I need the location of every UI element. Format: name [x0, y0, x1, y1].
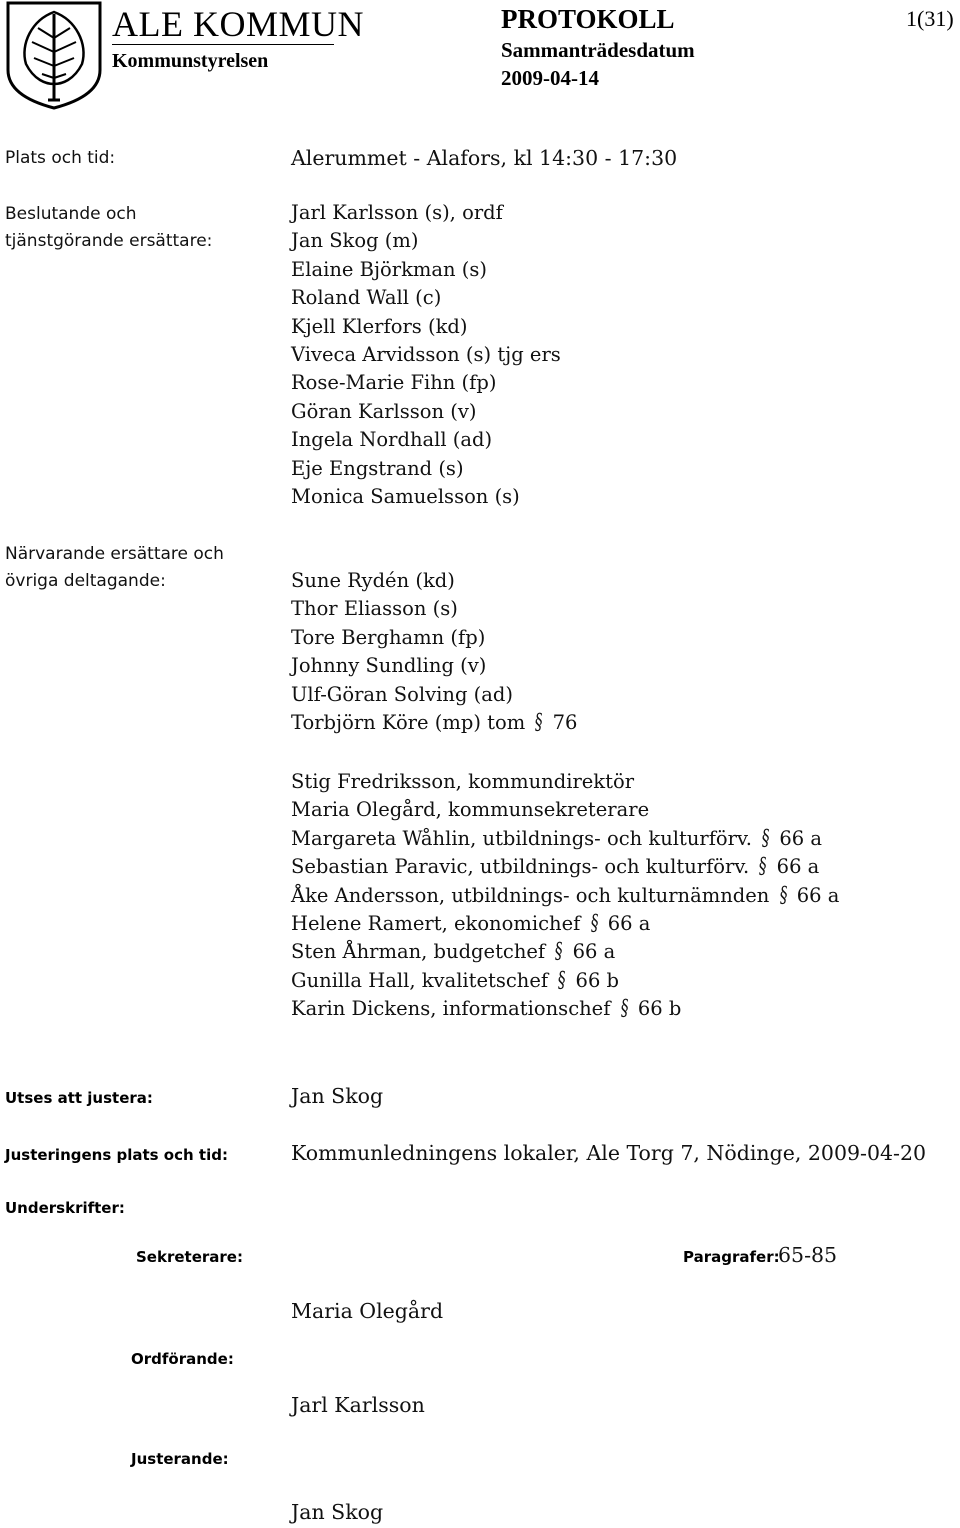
person-entry: Helene Ramert, ekonomichef [291, 911, 581, 935]
list-item: Göran Karlsson (v) [291, 399, 477, 423]
secretary-name: Maria Olegård [291, 1299, 444, 1323]
paragraphs-label: Paragrafer: [683, 1248, 780, 1266]
meeting-date-value: 2009-04-14 [501, 66, 599, 90]
section-sign-icon: § [760, 825, 771, 851]
substitutes-list [291, 567, 577, 737]
list-item [291, 995, 839, 1023]
person-entry: Maria Olegård, kommunsekreterare [291, 798, 650, 822]
person-entry: Margareta Wåhlin, utbildnings- och kulturförv. [291, 826, 752, 850]
deciding-label-line1: Beslutande och [5, 204, 137, 224]
document-title: PROTOKOLL [501, 4, 675, 34]
other-participants-list [291, 768, 839, 1024]
list-item [291, 853, 839, 881]
chair-label: Ordförande: [131, 1350, 234, 1368]
list-item [291, 967, 839, 995]
person-entry: Karin Dickens, informationschef [291, 997, 611, 1021]
section-sign-icon: § [589, 910, 600, 936]
person-entry: Ulf-Göran Solving (ad) [291, 682, 513, 706]
paragraph-ref: 66 a [779, 826, 822, 850]
list-item [291, 796, 839, 824]
adjuster-appointed-label: Utses att justera: [5, 1089, 153, 1107]
paragraph-ref: 66 b [575, 968, 620, 992]
list-item [291, 825, 839, 853]
section-sign-icon: § [619, 996, 630, 1022]
adjustment-place-value: Kommunledningens lokaler, Ale Torg 7, Nödinge, 2009-04-20 [291, 1141, 927, 1165]
place-value: Alerummet - Alafors, kl 14:30 - 17:30 [291, 146, 678, 170]
list-item [291, 681, 577, 709]
adjuster-name: Jan Skog [291, 1500, 384, 1524]
present-label-line1: Närvarande ersättare och [5, 544, 224, 564]
chair-name: Jarl Karlsson [291, 1393, 425, 1417]
paragraph-ref: 76 [552, 710, 578, 734]
person-entry: Torbjörn Köre (mp) tom [291, 710, 526, 734]
list-item [291, 652, 577, 680]
person-entry: Thor Eliasson (s) [291, 597, 458, 621]
list-item [291, 768, 839, 796]
list-item: Ingela Nordhall (ad) [291, 428, 493, 452]
signatures-label: Underskrifter: [5, 1199, 125, 1217]
section-sign-icon: § [757, 854, 769, 880]
list-item [291, 595, 577, 623]
person-entry: Sten Åhrman, budgetchef [291, 940, 546, 964]
list-item [291, 882, 839, 910]
paragraph-ref: 66 a [572, 940, 616, 964]
brand-divider [112, 44, 334, 45]
present-label-line2: övriga deltagande: [5, 571, 166, 591]
section-sign-icon: § [556, 967, 567, 993]
person-entry: Tore Berghamn (fp) [291, 625, 486, 649]
adjustment-place-label: Justeringens plats och tid: [5, 1146, 228, 1164]
deciding-members-list [291, 199, 561, 511]
list-item [291, 709, 577, 737]
list-item [291, 567, 577, 595]
person-entry: Johnny Sundling (v) [291, 654, 487, 678]
paragraph-ref: 66 a [796, 883, 840, 907]
paragraph-ref: 66 a [776, 855, 820, 879]
adjuster-label: Justerande: [131, 1450, 229, 1468]
section-sign-icon: § [553, 939, 565, 965]
list-item [291, 938, 839, 966]
paragraphs-value: 65-85 [778, 1243, 838, 1267]
person-entry: Stig Fredriksson, kommundirektör [291, 770, 635, 793]
section-sign-icon: § [533, 709, 545, 735]
list-item: Monica Samuelsson (s) [291, 484, 520, 508]
organization-name: ALE KOMMUN [112, 4, 364, 44]
section-sign-icon: § [778, 882, 789, 908]
person-entry: Gunilla Hall, kvalitetschef [291, 968, 549, 992]
person-entry: Sebastian Paravic, utbildnings- och kulturförv. [291, 855, 750, 879]
list-item: Elaine Björkman (s) [291, 257, 487, 281]
place-label: Plats och tid: [5, 148, 116, 168]
person-entry: Sune Rydén (kd) [291, 569, 455, 592]
list-item: Rose-Marie Fihn (fp) [291, 371, 497, 395]
person-entry: Åke Andersson, utbildnings- och kulturnämnden [291, 883, 770, 907]
list-item: Jan Skog (m) [291, 229, 419, 253]
paragraph-ref: 66 a [607, 911, 651, 935]
paragraph-ref: 66 b [637, 997, 682, 1021]
ale-kommun-logo [4, 0, 104, 110]
list-item: Jarl Karlsson (s), ordf [291, 201, 503, 224]
page-number: 1(31) [906, 6, 954, 31]
meeting-date-label: Sammanträdesdatum [501, 38, 695, 62]
adjuster-appointed-value: Jan Skog [291, 1084, 384, 1108]
list-item [291, 910, 839, 938]
organization-unit: Kommunstyrelsen [112, 50, 269, 72]
list-item: Kjell Klerfors (kd) [291, 314, 468, 338]
list-item: Roland Wall (c) [291, 286, 442, 310]
list-item: Eje Engstrand (s) [291, 456, 464, 480]
secretary-label: Sekreterare: [136, 1248, 243, 1266]
list-item [291, 624, 577, 652]
list-item: Viveca Arvidsson (s) tjg ers [291, 342, 561, 366]
deciding-label-line2: tjänstgörande ersättare: [5, 231, 213, 251]
